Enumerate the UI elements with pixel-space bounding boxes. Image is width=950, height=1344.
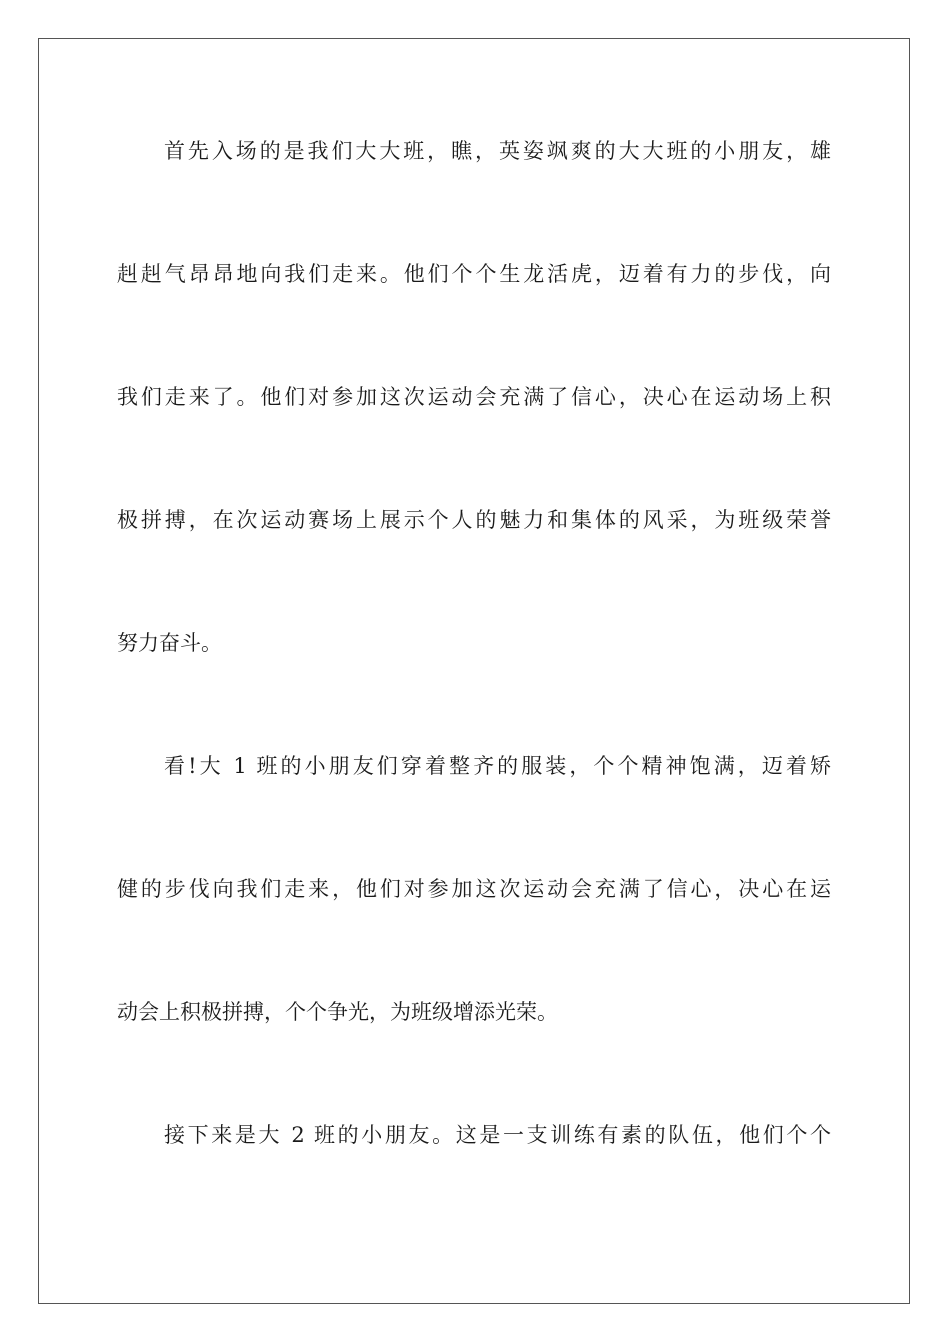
paragraph-1-line-5: 努力奋斗。 <box>117 631 222 655</box>
page-frame <box>38 38 910 1304</box>
paragraph-2-line-1: 看!大 1 班的小朋友们穿着整齐的服装，个个精神饱满，迈着矫 <box>164 754 831 778</box>
paragraph-1-line-4: 极拼搏，在次运动赛场上展示个人的魅力和集体的风采，为班级荣誉 <box>117 508 831 532</box>
paragraph-2-line-2: 健的步伐向我们走来，他们对参加这次运动会充满了信心，决心在运 <box>117 877 831 901</box>
paragraph-1-line-3: 我们走来了。他们对参加这次运动会充满了信心，决心在运动场上积 <box>117 385 831 409</box>
paragraph-1-line-2: 赳赳气昂昂地向我们走来。他们个个生龙活虎，迈着有力的步伐，向 <box>117 262 831 286</box>
paragraph-1-line-1: 首先入场的是我们大大班，瞧，英姿飒爽的大大班的小朋友，雄 <box>164 139 831 163</box>
paragraph-3-line-1: 接下来是大 2 班的小朋友。这是一支训练有素的队伍，他们个个 <box>164 1123 831 1147</box>
paragraph-2-line-3: 动会上积极拼搏，个个争光，为班级增添光荣。 <box>117 1000 558 1024</box>
